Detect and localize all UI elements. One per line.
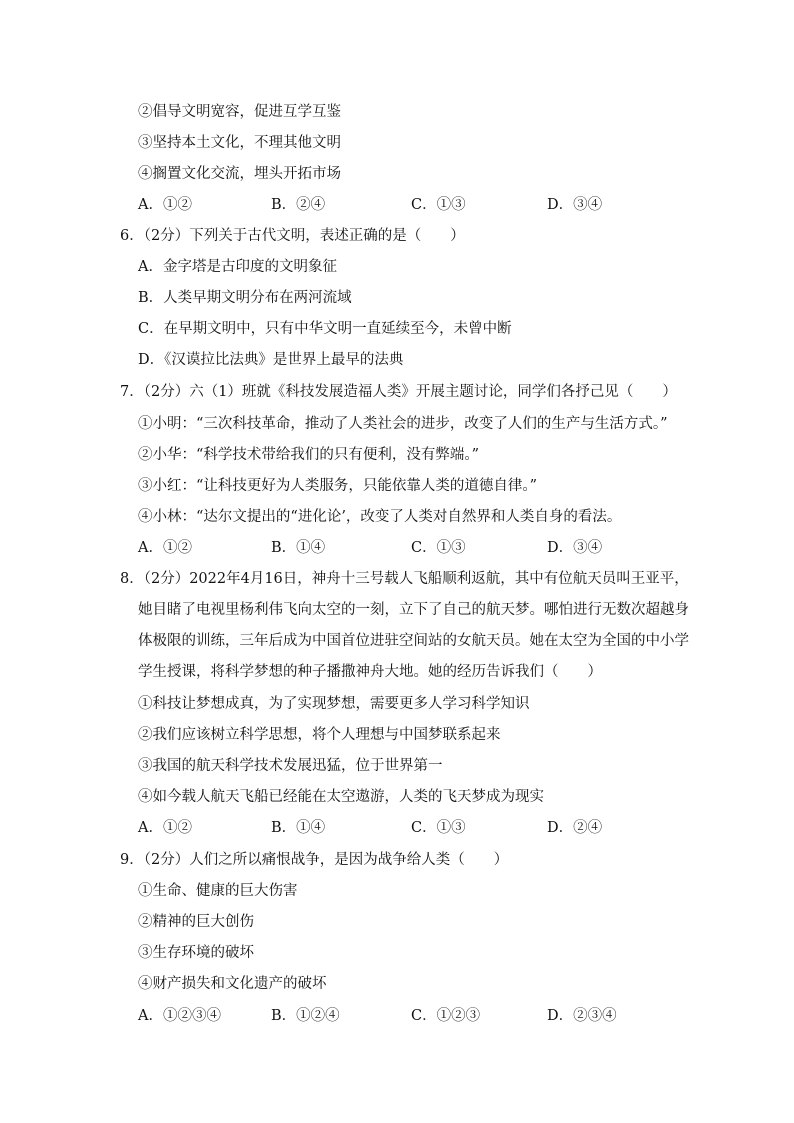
q9-stem: 9．（2分）人们之所以痛恨战争，是因为战争给人类（ ） bbox=[120, 852, 509, 868]
q5-item-3: ③坚持本土文化，不理其他文明 bbox=[138, 135, 341, 151]
q9-item-4: ④财产损失和文化遗产的破坏 bbox=[138, 976, 327, 992]
q5-option-a: A．①② bbox=[138, 197, 192, 213]
q9-option-d: D．②③④ bbox=[547, 1008, 617, 1024]
q5-item-2: ②倡导文明宽容，促进互学互鉴 bbox=[138, 104, 341, 120]
q7-option-d: D．③④ bbox=[547, 540, 603, 556]
q7-stem: 7．（2分）六（1）班就《科技发展造福人类》开展主题讨论，同学们各抒己见（ ） bbox=[120, 384, 677, 400]
q8-item-1: ①科技让梦想成真，为了实现梦想，需要更多人学习科学知识 bbox=[138, 696, 530, 712]
q6-choice-b: B．人类早期文明分布在两河流域 bbox=[138, 290, 352, 306]
q8-item-4: ④如今载人航天飞船已经能在太空遨游，人类的飞天梦成为现实 bbox=[138, 789, 544, 805]
q5-options bbox=[138, 195, 698, 215]
q5-option-b: B．②④ bbox=[271, 197, 326, 213]
q7-option-a: A．①② bbox=[138, 540, 192, 556]
q8-option-d: D．②④ bbox=[547, 820, 603, 836]
q9-item-3: ③生存环境的破坏 bbox=[138, 945, 254, 961]
q8-options bbox=[138, 818, 698, 838]
q9-item-2: ②精神的巨大创伤 bbox=[138, 914, 254, 930]
q6-choice-a: A．金字塔是古印度的文明象征 bbox=[138, 259, 337, 275]
q8-option-b: B．①④ bbox=[271, 820, 326, 836]
q6-choice-d: D．《汉谟拉比法典》是世界上最早的法典 bbox=[138, 352, 404, 368]
q9-option-c: C．①②③ bbox=[411, 1008, 481, 1024]
q7-item-3: ③小红：“让科技更好为人类服务，只能依靠人类的道德自律。” bbox=[138, 478, 538, 494]
q8-item-2: ②我们应该树立科学思想，将个人理想与中国梦联系起来 bbox=[138, 727, 501, 743]
q7-item-2: ②小华：“科学技术带给我们的只有便利，没有弊端。” bbox=[138, 447, 480, 463]
q8-option-c: C．①③ bbox=[411, 820, 466, 836]
q8-stem-line-1: 8．（2分）2022年4月16日，神舟十三号载人飞船顺利返航，其中有位航天员叫王亚平， bbox=[120, 571, 689, 587]
q7-option-b: B．①④ bbox=[271, 540, 326, 556]
q5-item-4: ④搁置文化交流，埋头开拓市场 bbox=[138, 166, 341, 182]
q8-option-a: A．①② bbox=[138, 820, 192, 836]
q8-stem-line-2: 她目睹了电视里杨利伟飞向太空的一刻，立下了自己的航天梦。哪怕进行无数次超越身 bbox=[138, 602, 689, 618]
q8-stem-line-4: 学生授课，将科学梦想的种子播撒神舟大地。她的经历告诉我们（ ） bbox=[138, 664, 602, 680]
q8-stem-line-3: 体极限的训练，三年后成为中国首位进驻空间站的女航天员。她在太空为全国的中小学 bbox=[138, 633, 689, 649]
q9-options bbox=[138, 1006, 698, 1026]
q5-option-d: D．③④ bbox=[547, 197, 603, 213]
q6-stem: 6．（2分）下列关于古代文明，表述正确的是（ ） bbox=[120, 228, 465, 244]
q6-choice-c: C．在早期文明中，只有中华文明一直延续至今，未曾中断 bbox=[138, 321, 512, 337]
q5-option-c: C．①③ bbox=[411, 197, 466, 213]
q9-item-1: ①生命、健康的巨大伤害 bbox=[138, 883, 298, 899]
q8-item-3: ③我国的航天科学技术发展迅猛，位于世界第一 bbox=[138, 758, 443, 774]
q7-option-c: C．①③ bbox=[411, 540, 466, 556]
q7-item-4: ④小林：“达尔文提出的“进化论’，改变了人类对自然界和人类自身的看法。 bbox=[138, 509, 622, 525]
q7-item-1: ①小明：“三次科技革命，推动了人类社会的进步，改变了人们的生产与生活方式。” bbox=[138, 416, 668, 432]
q9-option-b: B．①②④ bbox=[271, 1008, 340, 1024]
q9-option-a: A．①②③④ bbox=[138, 1008, 221, 1024]
q7-options bbox=[138, 538, 698, 558]
